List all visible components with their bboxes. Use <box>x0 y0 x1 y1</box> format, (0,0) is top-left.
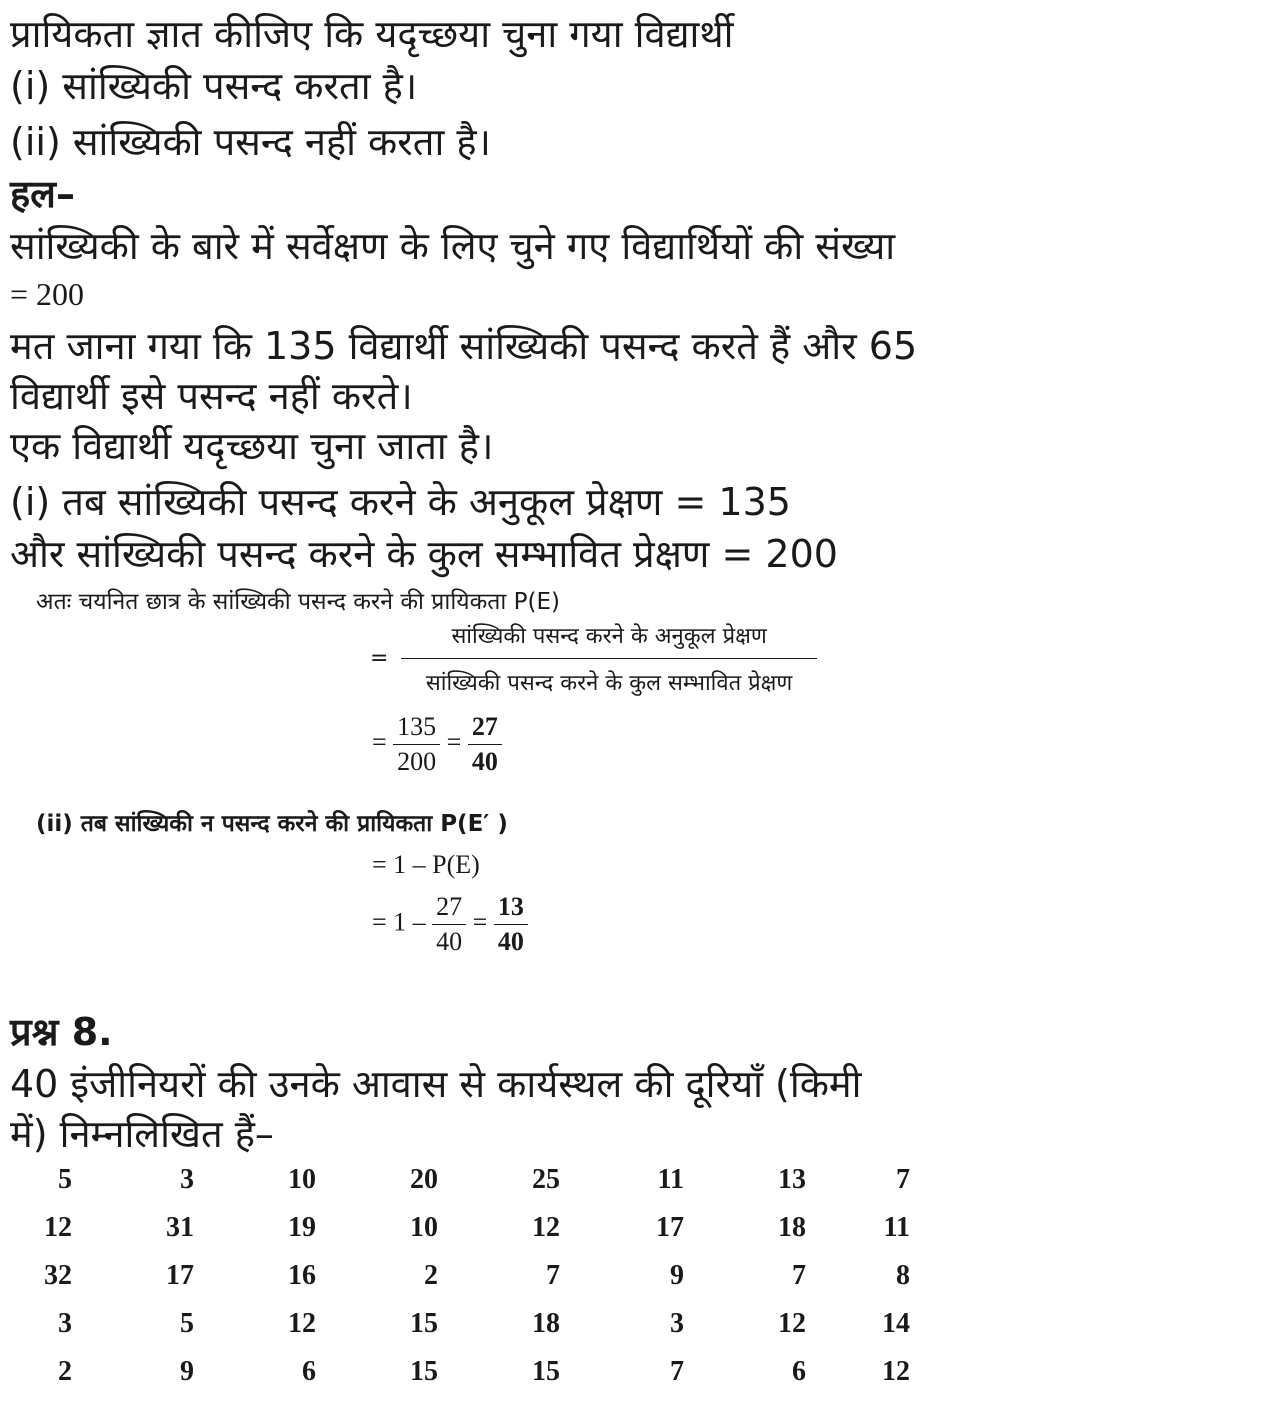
table-cell: 12 <box>288 1308 316 1339</box>
table-cell: 12 <box>778 1308 806 1339</box>
line-survey-count: सांख्यिकी के बारे में सर्वेक्षण के लिए चुने गए विद्यार्थियों की संख्या <box>10 224 896 268</box>
table-cell: 14 <box>882 1308 910 1339</box>
table-cell: 3 <box>670 1308 684 1339</box>
table-cell: 10 <box>288 1164 316 1195</box>
table-cell: 6 <box>302 1356 316 1387</box>
table-cell: 9 <box>670 1260 684 1291</box>
denominator: 200 <box>397 747 437 776</box>
line-total-outcomes: और सांख्यिकी पसन्द करने के कुल सम्भावित प्रेक्षण = 200 <box>10 532 838 576</box>
table-cell: 31 <box>166 1212 194 1243</box>
table-cell: 15 <box>532 1356 560 1387</box>
table-cell: 18 <box>532 1308 560 1339</box>
table-cell: 15 <box>410 1356 438 1387</box>
line-favourable: (i) तब सांख्यिकी पसन्द करने के अनुकूल प्रेक्षण = 135 <box>10 480 791 524</box>
denominator: 40 <box>471 747 498 776</box>
table-cell: 7 <box>792 1260 806 1291</box>
fraction-27-40 <box>468 712 502 777</box>
numerator: 27 <box>468 712 502 745</box>
table-cell: 9 <box>180 1356 194 1387</box>
numerator: 27 <box>432 892 466 925</box>
table-cell: 3 <box>180 1164 194 1195</box>
denominator: 40 <box>436 927 463 956</box>
table-cell: 15 <box>410 1308 438 1339</box>
one-minus: = 1 – <box>372 907 426 937</box>
table-cell: 12 <box>532 1212 560 1243</box>
table-cell: 6 <box>792 1356 806 1387</box>
table-cell: 12 <box>882 1356 910 1387</box>
solution-heading: हल– <box>10 172 75 216</box>
table-cell: 17 <box>166 1260 194 1291</box>
numerator: 13 <box>494 892 528 925</box>
table-cell: 7 <box>896 1164 910 1195</box>
fraction-13-40 <box>494 892 528 957</box>
fraction-word-denominator: सांख्यिकी पसन्द करने के कुल सम्भावित प्रेक्षण <box>425 671 793 696</box>
table-cell: 5 <box>180 1308 194 1339</box>
numerator: 135 <box>393 712 440 745</box>
table-cell: 10 <box>410 1212 438 1243</box>
equals-sign: = <box>446 727 462 757</box>
table-cell: 5 <box>58 1164 72 1195</box>
line-probability-statement: अतः चयनित छात्र के सांख्यिकी पसन्द करने की प्रायिकता P(E) <box>36 589 561 615</box>
line-survey-total: = 200 <box>10 276 85 312</box>
question-8-heading: प्रश्न 8. <box>10 1010 113 1054</box>
question-8-text-cont: में) निम्नलिखित हैं– <box>10 1112 274 1156</box>
equals-sign: = <box>370 646 389 671</box>
fraction-words <box>370 620 817 697</box>
table-cell: 2 <box>424 1260 438 1291</box>
table-cell: 7 <box>670 1356 684 1387</box>
table-cell: 11 <box>657 1164 684 1195</box>
line-random-choice: एक विद्यार्थी यदृच्छया चुना जाता है। <box>10 424 494 468</box>
table-cell: 12 <box>44 1212 72 1243</box>
table-cell: 19 <box>288 1212 316 1243</box>
line-part-ii: (ii) सांख्यिकी पसन्द नहीं करता है। <box>10 120 491 164</box>
equals-sign: = <box>472 907 488 937</box>
table-cell: 17 <box>656 1212 684 1243</box>
line-question-intro: प्रायिकता ज्ञात कीजिए कि यदृच्छया चुना गया विद्यार्थी <box>10 12 734 56</box>
table-cell: 16 <box>288 1260 316 1291</box>
line-complement-statement: (ii) तब सांख्यिकी न पसन्द करने की प्रायिकता P(E′ ) <box>36 811 508 837</box>
fraction-135-200 <box>393 712 440 777</box>
line-opinion: मत जाना गया कि 135 विद्यार्थी सांख्यिकी पसन्द करते हैं और 65 <box>10 324 918 368</box>
table-cell: 25 <box>532 1164 560 1195</box>
line-opinion-cont: विद्यार्थी इसे पसन्द नहीं करते। <box>10 374 413 418</box>
table-cell: 13 <box>778 1164 806 1195</box>
table-cell: 18 <box>778 1212 806 1243</box>
fraction-word-definition <box>401 620 816 697</box>
question-8-text: 40 इंजीनियरों की उनके आवास से कार्यस्थल की दूरियाँ (किमी <box>10 1062 862 1106</box>
fraction-values-ii <box>372 892 528 957</box>
line-part-i: (i) सांख्यिकी पसन्द करता है। <box>10 64 418 108</box>
table-cell: 32 <box>44 1260 72 1291</box>
fraction-values-i <box>372 712 502 777</box>
table-cell: 3 <box>58 1308 72 1339</box>
fraction-27-40-sub <box>432 892 466 957</box>
denominator: 40 <box>497 927 524 956</box>
line-complement-formula: = 1 – P(E) <box>372 850 480 879</box>
equals-sign: = <box>372 727 387 757</box>
table-cell: 2 <box>58 1356 72 1387</box>
table-cell: 11 <box>883 1212 910 1243</box>
table-cell: 8 <box>896 1260 910 1291</box>
table-cell: 7 <box>546 1260 560 1291</box>
table-cell: 20 <box>410 1164 438 1195</box>
fraction-word-numerator: सांख्यिकी पसन्द करने के अनुकूल प्रेक्षण <box>401 620 816 659</box>
